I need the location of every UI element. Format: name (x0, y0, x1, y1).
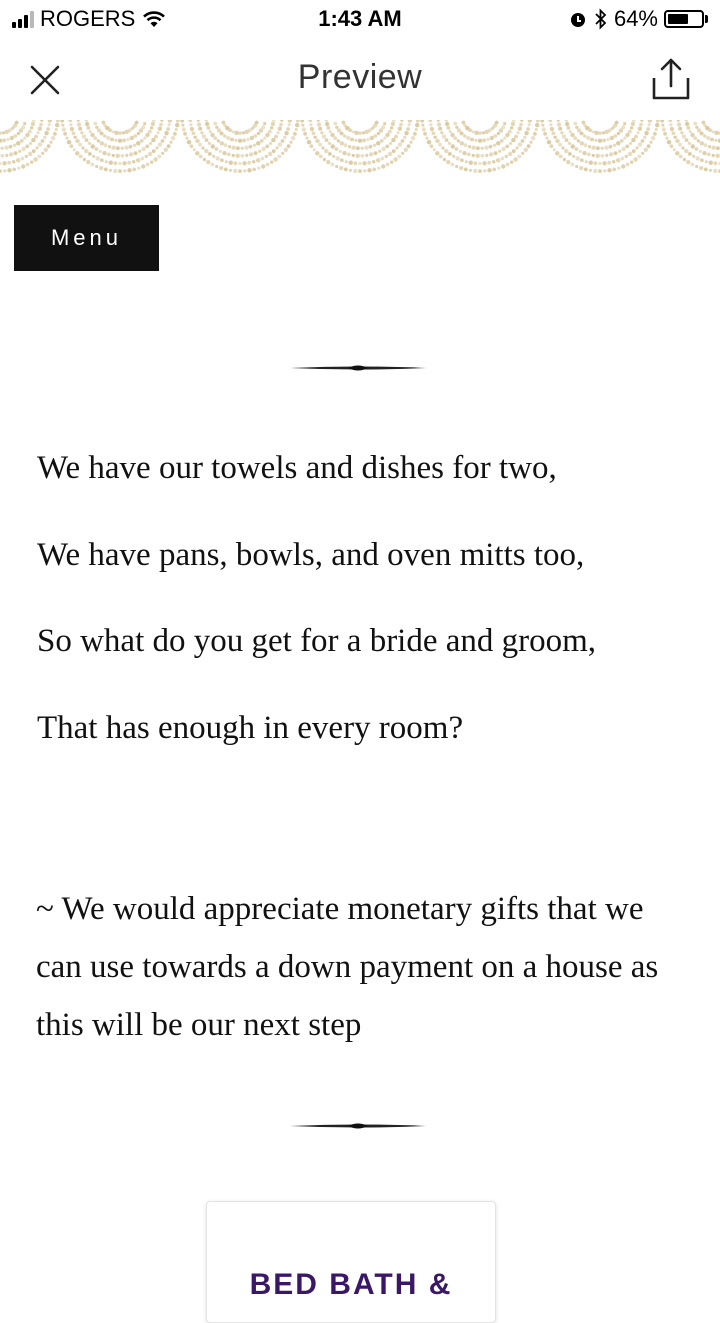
ornamental-divider (288, 1118, 428, 1134)
bluetooth-icon (594, 8, 608, 30)
status-right (568, 6, 708, 32)
registry-logo-text: BED BATH & (249, 1268, 453, 1301)
ornamental-divider (288, 360, 428, 376)
poem-line-2: We have pans, bowls, and oven mitts too, (37, 537, 585, 573)
battery-tip (705, 15, 708, 23)
carrier-label: ROGERS (40, 6, 136, 31)
gift-note: ~ We would appreciate monetary gifts that we can use towards a down payment on a house as this will be our next step (36, 891, 659, 1043)
share-icon (648, 56, 694, 104)
alarm-icon (568, 9, 588, 29)
battery-percent: 64% (613, 6, 658, 31)
poem-line-4: That has enough in every room? (37, 710, 464, 746)
battery-fill (668, 14, 688, 24)
clock: 1:43 AM (318, 6, 402, 31)
share-button[interactable] (648, 56, 694, 104)
decorative-scallop-border (0, 120, 720, 192)
page-title: Preview (297, 58, 423, 96)
poem-line-1: We have our towels and dishes for two, (37, 450, 557, 486)
status-bar (0, 0, 720, 40)
poem-line-3: So what do you get for a bride and groom, (37, 623, 597, 659)
registry-card[interactable] (206, 1201, 496, 1323)
nav-bar (0, 44, 720, 116)
menu-button[interactable]: Menu (14, 205, 159, 271)
battery-icon (664, 10, 704, 28)
